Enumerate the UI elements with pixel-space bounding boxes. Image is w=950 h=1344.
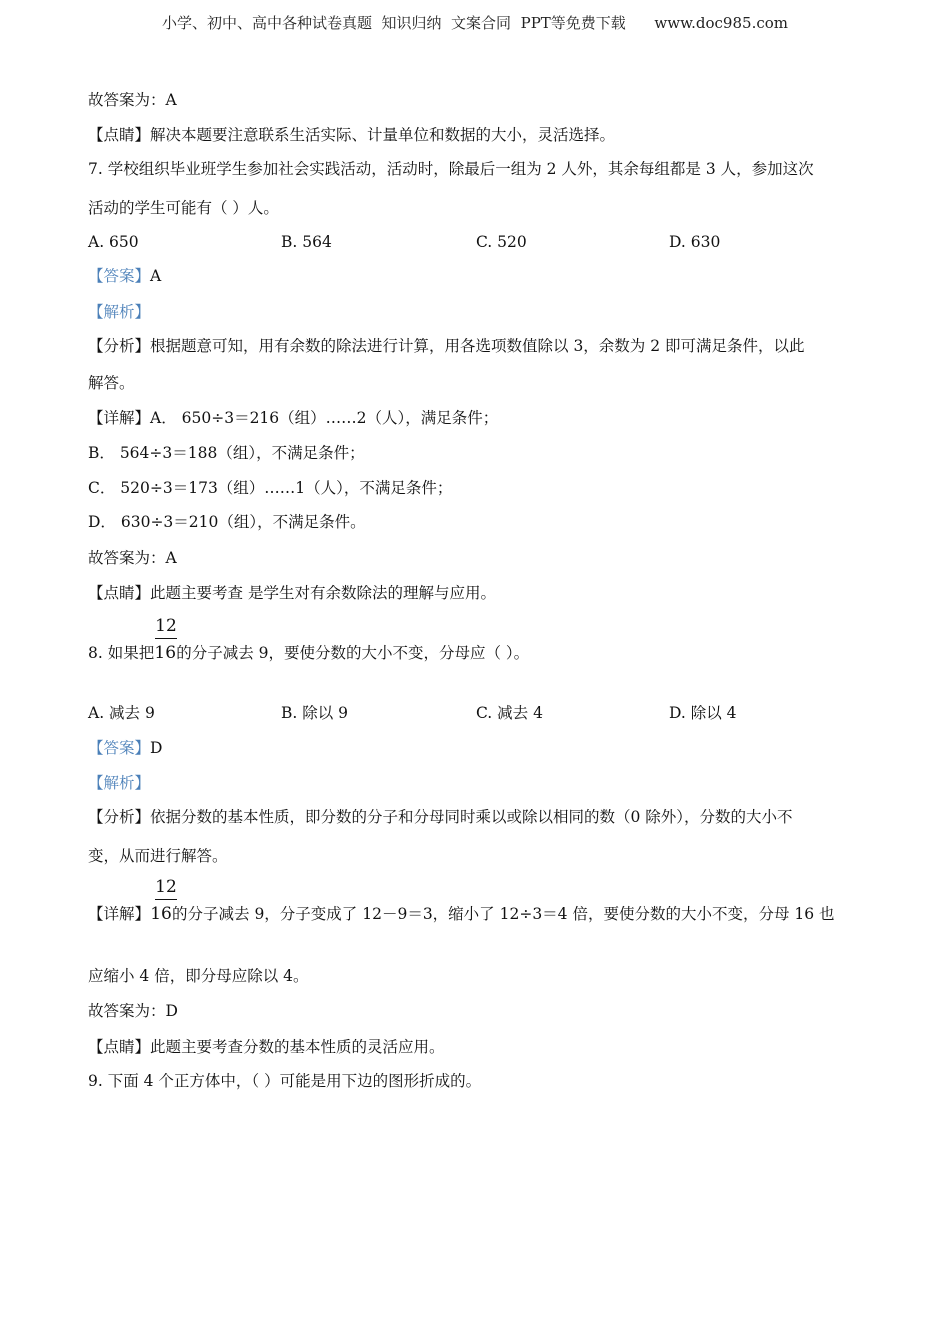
q8-option-a: A. 减去 9	[88, 704, 155, 722]
answer-value: D	[150, 739, 163, 757]
q9-stem: 9. 下面 4 个正方体中，（ ）可能是用下边的图形折成的。	[88, 1072, 482, 1090]
detail-text: A． 650÷3＝216（组）……2（人），满足条件；	[150, 409, 499, 427]
q8-detail-line2: 应缩小 4 倍，即分母应除以 4。	[88, 967, 309, 985]
q7-fenxi-line2: 解答。	[88, 374, 135, 392]
prev-tip	[88, 124, 615, 146]
q8-stem	[88, 642, 529, 664]
answer-label: 【答案】	[88, 739, 151, 757]
q7-fenxi-line1	[88, 335, 805, 357]
q8-stem-prefix: 8. 如果把	[88, 644, 155, 662]
tip-text: 解决本题要注意联系生活实际、计量单位和数据的大小，灵活选择。	[150, 126, 616, 144]
q7-detail-a	[88, 407, 498, 429]
detail-label: 【详解】	[88, 905, 151, 923]
q7-stem-line2: 活动的学生可能有（ ）人。	[88, 199, 279, 217]
q8-stem-suffix: 的分子减去 9，要使分数的大小不变，分母应（ ）。	[176, 644, 530, 662]
q8-fraction-numerator: 12	[155, 616, 177, 636]
q7-option-a: A. 650	[88, 233, 139, 251]
q7-option-b: B. 564	[281, 233, 332, 251]
q8-fenxi-line1	[88, 806, 793, 828]
q7-stem-line1: 7. 学校组织毕业班学生参加社会实践活动，活动时，除最后一组为 2 人外，其余每组都是 3 人，参加这次	[88, 160, 814, 178]
q8-tip	[88, 1036, 445, 1058]
q8-detail-line1	[88, 903, 835, 925]
q8-detail-fraction-denominator: 16	[150, 904, 172, 924]
q8-analysis-label: 【解析】	[88, 774, 151, 792]
q8-final-answer: 故答案为：D	[88, 1002, 178, 1020]
q7-detail-b: B． 564÷3＝188（组），不满足条件；	[88, 444, 365, 462]
q7-detail-d: D． 630÷3＝210（组），不满足条件。	[88, 513, 366, 531]
tip-text: 此题主要考查 是学生对有余数除法的理解与应用。	[150, 584, 496, 602]
q8-option-b: B. 除以 9	[281, 704, 349, 722]
q7-detail-c: C． 520÷3＝173（组）……1（人），不满足条件；	[88, 479, 453, 497]
page-header: 小学、初中、高中各种试卷真题 知识归纳 文案合同 PPT等免费下载 www.doc985.com	[161, 14, 788, 32]
q8-detail-fraction-bar	[155, 899, 177, 900]
fenxi-label: 【分析】	[88, 337, 151, 355]
q7-option-c: C. 520	[476, 233, 527, 251]
q8-option-c: C. 减去 4	[476, 704, 543, 722]
q7-tip	[88, 582, 496, 604]
tip-label: 【点睛】	[88, 584, 151, 602]
q8-fraction-denominator: 16	[154, 643, 177, 663]
detail-label: 【详解】	[88, 409, 151, 427]
q8-fenxi-line2: 变，从而进行解答。	[88, 847, 228, 865]
q8-fraction-bar	[155, 638, 177, 639]
q8-option-d: D. 除以 4	[669, 704, 737, 722]
tip-label: 【点睛】	[88, 1038, 151, 1056]
answer-label: 【答案】	[88, 267, 151, 285]
detail-text: 的分子减去 9，分子变成了 12－9＝3，缩小了 12÷3＝4 倍，要使分数的大小不变，分母 16 也	[172, 905, 835, 923]
q7-analysis-label: 【解析】	[88, 303, 151, 321]
tip-label: 【点睛】	[88, 126, 151, 144]
q7-answer	[88, 265, 161, 287]
q8-answer	[88, 737, 162, 759]
fenxi-text: 根据题意可知，用有余数的除法进行计算，用各选项数值除以 3，余数为 2 即可满足条件，以此	[150, 337, 805, 355]
tip-text: 此题主要考查分数的基本性质的灵活应用。	[150, 1038, 445, 1056]
answer-value: A	[150, 267, 162, 285]
fenxi-label: 【分析】	[88, 808, 151, 826]
fenxi-text: 依据分数的基本性质，即分数的分子和分母同时乘以或除以相同的数（0 除外），分数的大小不	[150, 808, 793, 826]
q7-final-answer: 故答案为：A	[88, 549, 177, 567]
q7-option-d: D. 630	[669, 233, 721, 251]
prev-final-answer: 故答案为：A	[88, 91, 177, 109]
q8-detail-fraction-numerator: 12	[155, 877, 177, 897]
